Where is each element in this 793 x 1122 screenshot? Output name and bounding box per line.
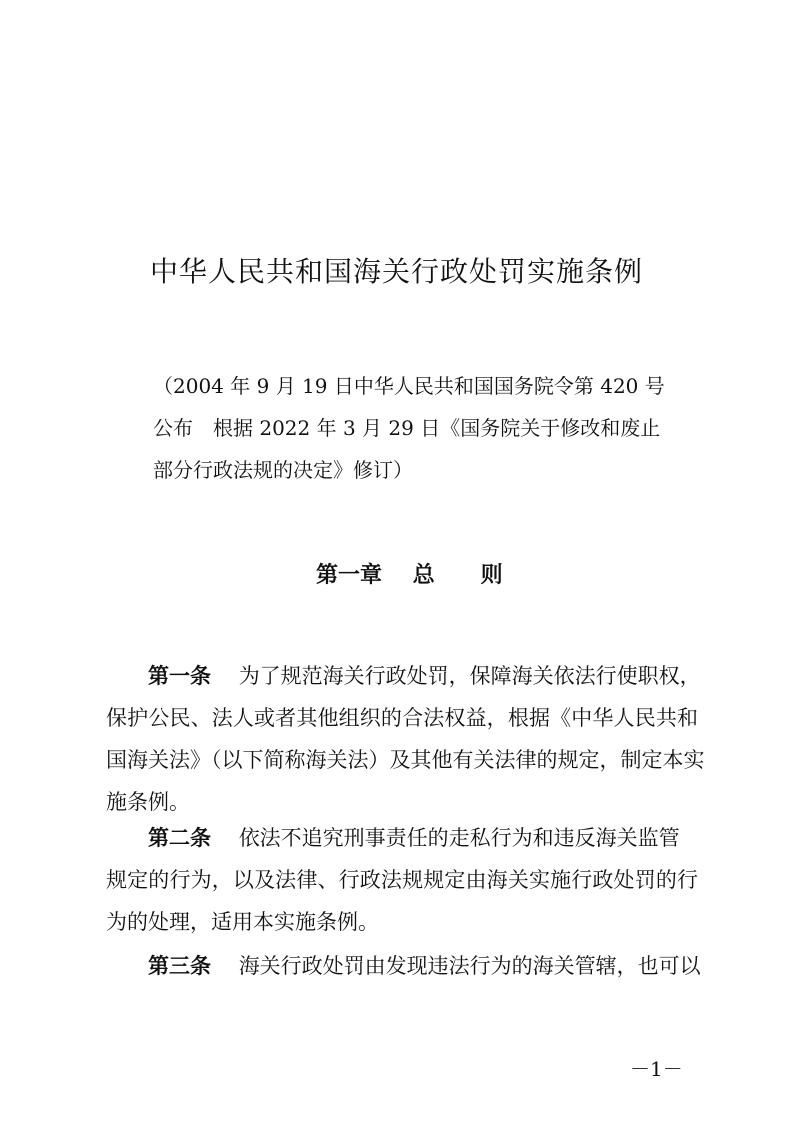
- article-2: [106, 817, 698, 943]
- article-1-first-text: 为了规范海关行政处罚，保障海关依法行使职权，: [238, 664, 701, 688]
- article-3-first-text: 海关行政处罚由发现违法行为的海关管辖，也可以: [238, 954, 701, 978]
- chapter-name-part-2: 则: [480, 563, 503, 588]
- article-1-number: 第一条: [148, 664, 211, 688]
- chapter-heading: [316, 560, 503, 592]
- note-line-3: 部分行政法规的决定》修订）: [153, 458, 413, 482]
- article-3-number: 第三条: [148, 954, 211, 978]
- chapter-label: 第一章: [316, 563, 383, 588]
- article-1-line-2: 保护公民、法人或者其他组织的合法权益，根据《中华人民共和: [106, 706, 698, 730]
- page-number: －1－: [630, 1057, 683, 1081]
- article-1-first-line: [106, 655, 701, 697]
- article-1-line-3: 国海关法》（以下简称海关法）及其他有关法律的规定，制定本实: [106, 748, 705, 772]
- article-2-first-line: [106, 817, 698, 859]
- article-3: [106, 945, 701, 987]
- article-3-first-line: [106, 945, 701, 987]
- chapter-name-part-1: 总: [412, 563, 435, 588]
- promulgation-note: [153, 365, 673, 491]
- article-2-number: 第二条: [148, 826, 211, 850]
- article-2-line-3: 为的处理，适用本实施条例。: [106, 910, 379, 934]
- document-title: 中华人民共和国海关行政处罚实施条例: [149, 255, 643, 288]
- note-line-1: （2004 年 9 月 19 日中华人民共和国国务院令第 420 号: [153, 374, 665, 398]
- article-1: [106, 655, 705, 823]
- note-line-2: 公布 根据 2022 年 3 月 29 日《国务院关于修改和废止: [153, 416, 661, 440]
- article-1-line-4: 施条例。: [106, 790, 190, 814]
- article-2-line-2: 规定的行为，以及法律、行政法规规定由海关实施行政处罚的行: [106, 868, 698, 892]
- article-2-first-text: 依法不追究刑事责任的走私行为和违反海关监管: [238, 826, 680, 850]
